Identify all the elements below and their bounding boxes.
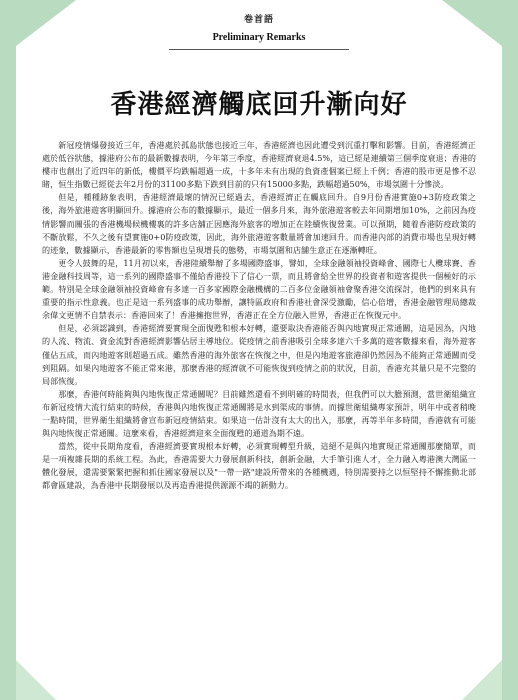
column-name: 卷首語 — [243, 15, 274, 25]
paragraph: 更令人鼓舞的是，11月初以來，香港陸續舉辦了多場國際盛事，譬如，全球金融領袖投資峰會、國際七人欖球賽、香港金融科技周等，這一系列的國際盛事不僅給香港投下了信心一票，而且將會給全世界的投資者和遊客提供一個極好的示範。特別是全球金融領袖投資峰會有多達一百多家國際金融機構的二百多位金融領袖會聚香港交流探討，他們的到來具有重要的指示性意義。也正是這一系列盛事的成功舉辦，讓特區政府和香港社會深受激勵，信心倍增，香港金融管理局總裁余偉文更情不自禁表示：香港回來了！香港擁抱世界，香港正在全方位融入世界，香港正在恢復元中。 — [42, 257, 476, 321]
paragraph: 新冠疫情爆發接近三年，香港處於孤島狀態也接近三年，香港經濟也因此遭受到沉重打擊和影響。目前，香港經濟正處於低谷狀態，據港府公布的最新數據表明，今年第三季度，香港經濟衰退4.5%，這已經是連續第三個季度衰退；香港的樓市也創出了近四年的新低，樓價平均跌幅超過一成，十多年未有出現的負資產個案已經上千例；香港的股市更是慘不忍睹，恒生指數已經從去年2月份的31100多點下跌到目前的只有15000多點，跌幅超過50%，市場氛圍十分慘淡。 — [42, 140, 476, 190]
article-body — [42, 139, 476, 493]
paragraph: 但是，必須認識到，香港經濟要實現全面復甦和根本好轉，還要取決香港能否與內地實現正常通關，這是因為，內地的人流、物流、資金流對香港經濟影響佔居主導地位。從疫情之前香港吸引全球多達六千多萬的遊客數據來看，海外遊客僅佔五成，而內地遊客則超過五成。雖然香港的海外旅客在恢復之中，但是內地遊客旅港卻仍然因為不能夠正常通關而受到阻隔。如果內地遊客不能正常來港，那麼香港的經濟就不可能恢復到疫情之前的狀況，目前，香港充其量只是不完整的局部恢復。 — [42, 323, 476, 386]
paragraph: 那麼，香港何時能夠與內地恢復正常通關呢？目前雖然還看不到明確的時間表，但我們可以大膽預測，當世衛組織宣布新冠疫情大流行結束的時候，香港與內地恢復正常通關將是水到渠成的事情。而據世衛組織專家預計，明年中或者稍晚一點時間，世界衛生組織將會宣布新冠疫情結束。如果這一估計沒有太大的出入，那麼，再等半年多時間，香港就有可能與內地恢復正常通關。這麼來看，香港經濟迎來全面復甦的通道為期不遠。 — [42, 388, 476, 439]
left-decorative-band — [0, 0, 16, 700]
bottom-right-corner-decoration — [462, 660, 502, 700]
bottom-left-corner-decoration — [16, 660, 56, 700]
article-title: 香港經濟觸底回升漸向好 — [110, 90, 408, 120]
article-page — [42, 0, 476, 493]
right-decorative-band — [502, 0, 518, 700]
section-label: Preliminary Remarks — [212, 32, 306, 43]
paragraph: 當然，從中長期角度看，香港經濟要實現根本好轉，必須實現轉型升級，這絕不是與內地實現正常通關那麼簡單，而是一項複雜長期的系統工程。為此，香港需要大力發展創新科技，創新金融，大手筆引進人才，全力融入粵港澳大灣區一體化發展，還需要緊緊把握和抓住國家發展以及"一帶一路"建設所帶來的各種機遇，特別需要持之以恒堅持不懈推動北部都會區建設，為香港中長期發展以及再造香港提供源源不竭的新動力。 — [42, 441, 476, 491]
paragraph: 但是，種種跡象表明，香港經濟最壞的情況已經過去，香港經濟正在觸底回升。自9月份香港實施0+3防疫政策之後，海外旅港遊客明顯回升。據港府公布的數據顯示，最近一個多月來，海外旅港遊客較去年同期增加10%，之前因為疫情影響而關張的香港機場候機樓裏的許多店舖正因應海外旅客的增加正在陸續恢復營業。可以預期，隨着香港防疫政策的不斷放鬆，不久之後有望實施0+0防疫政策，因此，海外旅港遊客數量將會加速回升。而香港內部的消費市場也呈現好轉的迹象，數據顯示，香港最新的零售額也呈現增長的態勢，市場氛圍和店舖生意正在逐漸轉旺。 — [42, 192, 476, 255]
header-divider — [169, 49, 349, 50]
